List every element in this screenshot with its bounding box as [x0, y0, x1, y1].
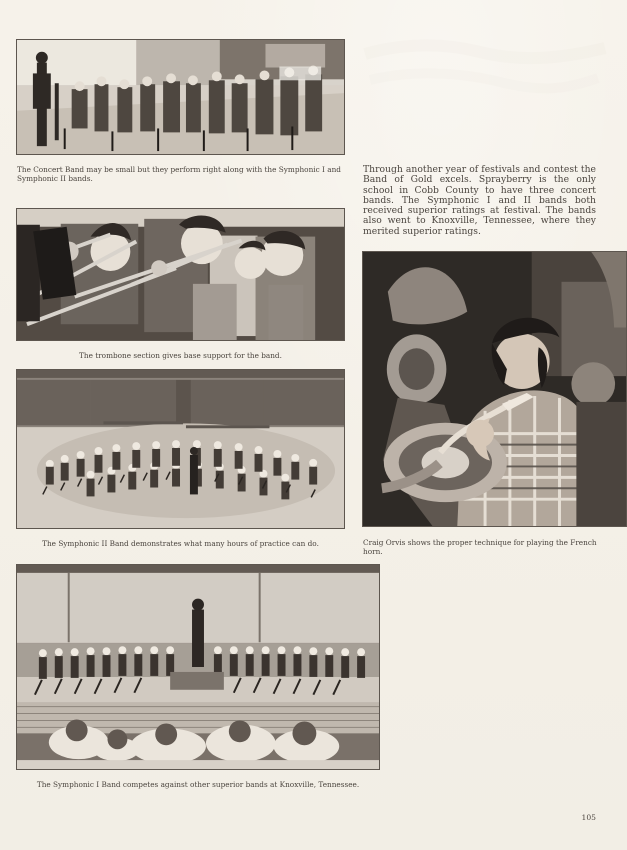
band-article-text: Through another year of festivals and contest the Band of Gold excels. Sprayberry is the only school in Cobb County to have three concert bands. The Symphonic I and II bands both received superior ratings at festival. The bands also went to Knoxville, Tennessee, where they merited superior ratings. — [363, 164, 596, 237]
trombone-caption: The trombone section gives base support for the band. — [79, 351, 282, 360]
symphonic-ii-caption: The Symphonic II Band demonstrates what many hours of practice can do. — [42, 539, 319, 548]
symphonic-ii-band-photo — [16, 369, 345, 529]
symphonic-i-caption: The Symphonic I Band competes against other superior bands at Knoxville, Tennessee. — [36, 780, 360, 789]
symphonic-i-band-photo — [16, 564, 380, 770]
french-horn-caption: Craig Orvis shows the proper technique for playing the French horn. — [363, 538, 597, 556]
concert-band-photo — [16, 39, 345, 155]
faded-background-artifact — [360, 34, 610, 114]
page-number: 105 — [581, 813, 596, 822]
concert-band-caption: The Concert Band may be small but they perform right along with the Symphonic I and Symphonic II bands. — [17, 165, 341, 183]
trombone-section-photo — [16, 208, 345, 341]
french-horn-photo — [362, 251, 627, 527]
